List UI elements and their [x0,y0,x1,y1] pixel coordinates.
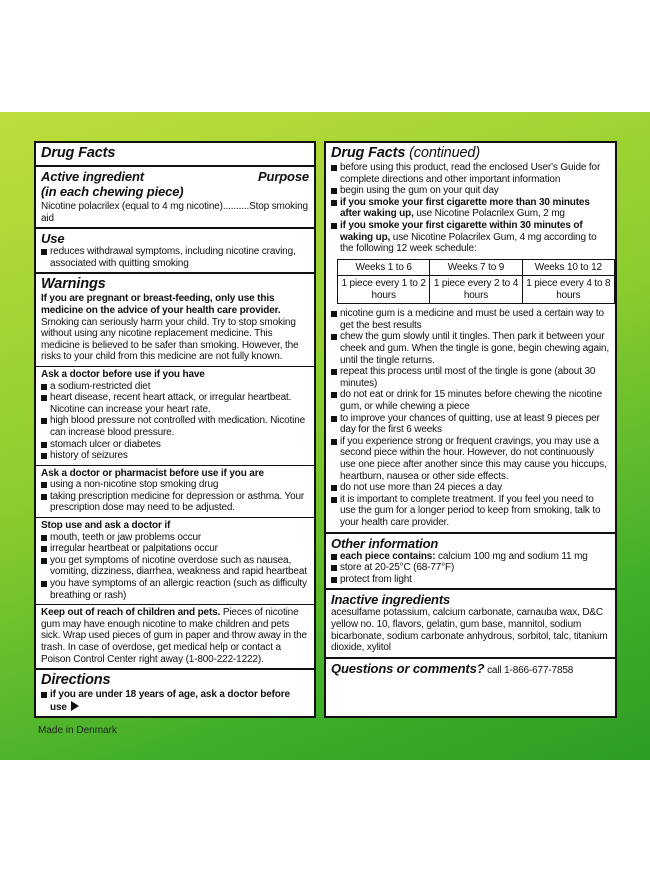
list-item: stomach ulcer or diabetes [41,439,309,451]
list-item-text: store at 20-25°C (68-77°F) [340,562,455,574]
list-item-text: calcium 100 mg and sodium 11 mg [435,550,588,562]
questions-phone: call 1-866-677-7858 [484,664,574,676]
purpose-heading: Purpose [258,169,309,184]
list-item-text: use Nicotine Polacrilex Gum, 2 mg [413,208,565,220]
use-text: reduces withdrawal symptoms, including nicotine craving, associated with quitting smoking [41,246,309,269]
continue-arrow-icon [71,701,79,711]
list-item [331,197,610,220]
list-item: repeat this process until most of the tingle is gone (about 30 minutes) [331,366,610,389]
list-item: heart disease, recent heart attack, or irregular heartbeat. Nicotine can increase your heart rate. [41,392,309,415]
active-ingredient-header-row [41,169,309,184]
table-header-cell: Weeks 10 to 12 [522,259,614,276]
dosing-schedule-table [337,259,615,305]
list-item: nicotine gum is a medicine and must be used a certain way to get the best results [331,308,610,331]
ask-doctor-section [36,367,314,466]
list-item: using a non-nicotine stop smoking drug [41,479,309,491]
continued-title-main: Drug Facts [331,145,406,161]
list-item: you have symptoms of an allergic reaction (such as difficulty breathing or rash) [41,578,309,601]
table-cell: 1 piece every 4 to 8 hours [522,276,614,304]
directions-section [36,670,314,716]
list-item: it is important to complete treatment. If you feel you need to use the gum for a longer period to keep from smoking, talk to your health care provider. [331,494,610,529]
pregnancy-warning-bold: If you are pregnant or breast-feeding, only use this medicine on the advice of your health care provider. [41,293,281,316]
table-header-row [338,259,615,276]
questions-heading: Questions or comments? [331,660,485,676]
made-in-label: Made in Denmark [38,725,117,736]
table-cell: 1 piece every 1 to 2 hours [338,276,430,304]
table-header-cell: Weeks 1 to 6 [338,259,430,276]
list-item: you get symptoms of nicotine overdose such as nausea, vomiting, dizziness, diarrhea, weakness and rapid heartbeat [41,555,309,578]
keep-out-text: Pieces of nicotine gum may have enough nicotine to make children and pets sick. Wrap used pieces of gum in paper and throw away in the trash. In case of overdose, get medical help or contact a Poison Control Center right away (1-800-222-1222). [41,607,307,665]
use-section [36,229,314,274]
list-item: irregular heartbeat or palpitations occur [41,543,309,555]
inactive-ingredients-section [326,590,615,658]
table-row [338,276,615,304]
list-item [331,562,610,574]
list-item-text: protect from light [340,573,412,585]
list-item [331,162,610,185]
inactive-ingredients-heading: Inactive ingredients [331,592,451,608]
drug-facts-title-section [36,143,314,167]
list-item: taking prescription medicine for depression or asthma. Your prescription dose may need to be adjusted. [41,491,309,514]
directions-item-text: if you are under 18 years of age, ask a doctor before use [50,689,290,713]
list-item [331,551,610,563]
continued-title [331,145,610,162]
pregnancy-warning-text: Smoking can seriously harm your child. Try to stop smoking without using any nicotine replacement medicine. This medicine is believed to be safer than smoking. However, the risks to your child from this medicine are not fully known. [41,316,299,363]
active-ingredient-subheading: (in each chewing piece) [41,184,184,199]
list-item-bold: each piece contains: [340,550,436,562]
ask-doctor-heading: Ask a doctor before use if you have [41,368,205,380]
table-cell: 1 piece every 2 to 4 hours [430,276,522,304]
other-information-section [326,533,615,591]
warnings-heading: Warnings [41,276,106,293]
table-header-cell: Weeks 7 to 9 [430,259,522,276]
list-item: if you experience strong or frequent cravings, you may use a second piece within the hour. However, do not continuously use one piece after another since this may cause you hiccups, heartburn, nausea or other side effects. [331,436,610,482]
ask-pharmacist-section [36,466,314,518]
use-heading: Use [41,231,65,247]
list-item: history of seizures [41,450,309,462]
list-item: do not eat or drink for 15 minutes before chewing the nicotine gum, or while chewing a piece [331,389,610,412]
list-item: do not use more than 24 pieces a day [331,482,610,494]
stop-use-section [36,518,314,605]
list-item: to improve your chances of quitting, use at least 9 pieces per day for the first 6 weeks [331,413,610,436]
list-item-text: begin using the gum on your quit day [340,185,499,197]
drug-facts-panel-right [324,141,617,718]
list-item-bold: if you smoke your first cigarette more than 30 minutes after waking up, [340,196,590,220]
active-ingredient-heading: Active ingredient [41,169,144,184]
continued-section [326,143,615,533]
continued-title-suffix: (continued) [405,145,481,161]
other-information-heading: Other information [331,535,439,551]
list-item [331,185,610,197]
pregnancy-warning [41,293,309,363]
list-item: high blood pressure not controlled with medication. Nicotine can increase blood pressure. [41,415,309,438]
list-item-text: use Nicotine Polacrilex Gum, 4 mg according to the following 12 week schedule: [340,231,597,255]
list-item [331,574,610,586]
drug-facts-title: Drug Facts [41,145,116,161]
keep-out-section [36,605,314,670]
list-item: a sodium-restricted diet [41,381,309,393]
stop-use-heading: Stop use and ask a doctor if [41,520,171,532]
directions-heading: Directions [41,672,111,689]
list-item: chew the gum slowly until it tingles. Then park it between your cheek and gum. When the tingle is gone, begin chewing again, until the tingle returns. [331,331,610,366]
active-ingredient-section [36,167,314,229]
questions-section [326,659,615,680]
directions-item [41,689,309,713]
ask-pharmacist-heading: Ask a doctor or pharmacist before use if you are [41,467,264,479]
inactive-ingredients-text: acesulfame potassium, calcium carbonate, carnauba wax, D&C yellow no. 10, flavors, gelatin, gum base, mannitol, sodium bicarbonate, sodium carbonate anhydrous, sorbitol, talc, titanium dioxide, xylitol [331,607,608,654]
active-ingredient-line: Nicotine polacrilex (equal to 4 mg nicotine)..........Stop smoking aid [41,201,308,224]
list-item-text: before using this product, read the enclosed User's Guide for complete directions and other important information [340,162,601,185]
keep-out-bold: Keep out of reach of children and pets. [41,607,221,619]
list-item-bold: if you smoke your first cigarette within 30 minutes of waking up, [340,219,583,243]
list-item [331,220,610,255]
warnings-section [36,274,314,367]
list-item: mouth, teeth or jaw problems occur [41,532,309,544]
drug-facts-panel-left [34,141,316,718]
